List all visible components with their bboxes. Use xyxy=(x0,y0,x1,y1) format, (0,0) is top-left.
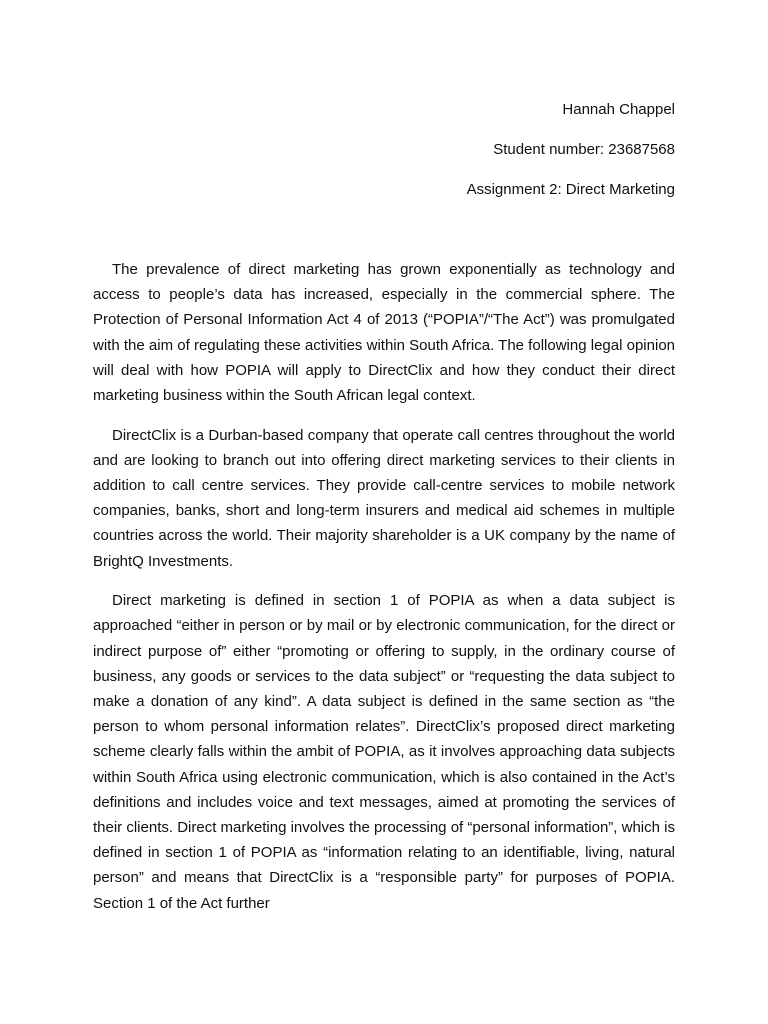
paragraph-company-background: DirectClix is a Durban-based company that operate call centres throughout the world and are looking to branch out into offering direct marketing services to their clients in addition to call centre services. They provide call-centre services to mobile network companies, banks, short and long-term insurers and medical aid schemes in multiple countries across the world. Their majority shareholder is a UK company by the name of BrightQ Investments. xyxy=(93,426,675,570)
assignment-title: Assignment 2: Direct Marketing xyxy=(466,181,675,198)
paragraph-direct-marketing-definition: Direct marketing is defined in section 1 of POPIA as when a data subject is approached “either in person or by mail or by electronic communication, for the direct or indirect purpose of” either “promoting or offering to supply, in the ordinary course of business, any goods or services to the data subject” or “requesting the data subject to make a donation of any kind”. A data subject is defined in the same section as “the person to whom personal information relates”. DirectClix’s proposed direct marketing scheme clearly falls within the ambit of POPIA, as it involves approaching data subjects within South Africa using electronic communication, which is also contained in the Act’s definitions and includes voice and text messages, aimed at promoting the services of their clients. Direct marketing involves the processing of “personal information”, which is defined in section 1 of POPIA as “information relating to an identifiable, living, natural person” and means that DirectClix is a “responsible party” for purposes of POPIA. Section 1 of the Act further xyxy=(93,592,675,912)
student-number: Student number: 23687568 xyxy=(493,141,675,158)
document-header xyxy=(93,98,675,218)
paragraph-introduction: The prevalence of direct marketing has grown exponentially as technology and access to people’s data has increased, especially in the commercial sphere. The Protection of Personal Information Act 4 of 2013 (“POPIA”/“The Act”) was promulgated with the aim of regulating these activities within South Africa. The following legal opinion will deal with how POPIA will apply to DirectClix and how they conduct their direct marketing business within the South African legal context. xyxy=(93,261,675,405)
author-name: Hannah Chappel xyxy=(562,101,675,118)
document-body xyxy=(93,257,675,930)
